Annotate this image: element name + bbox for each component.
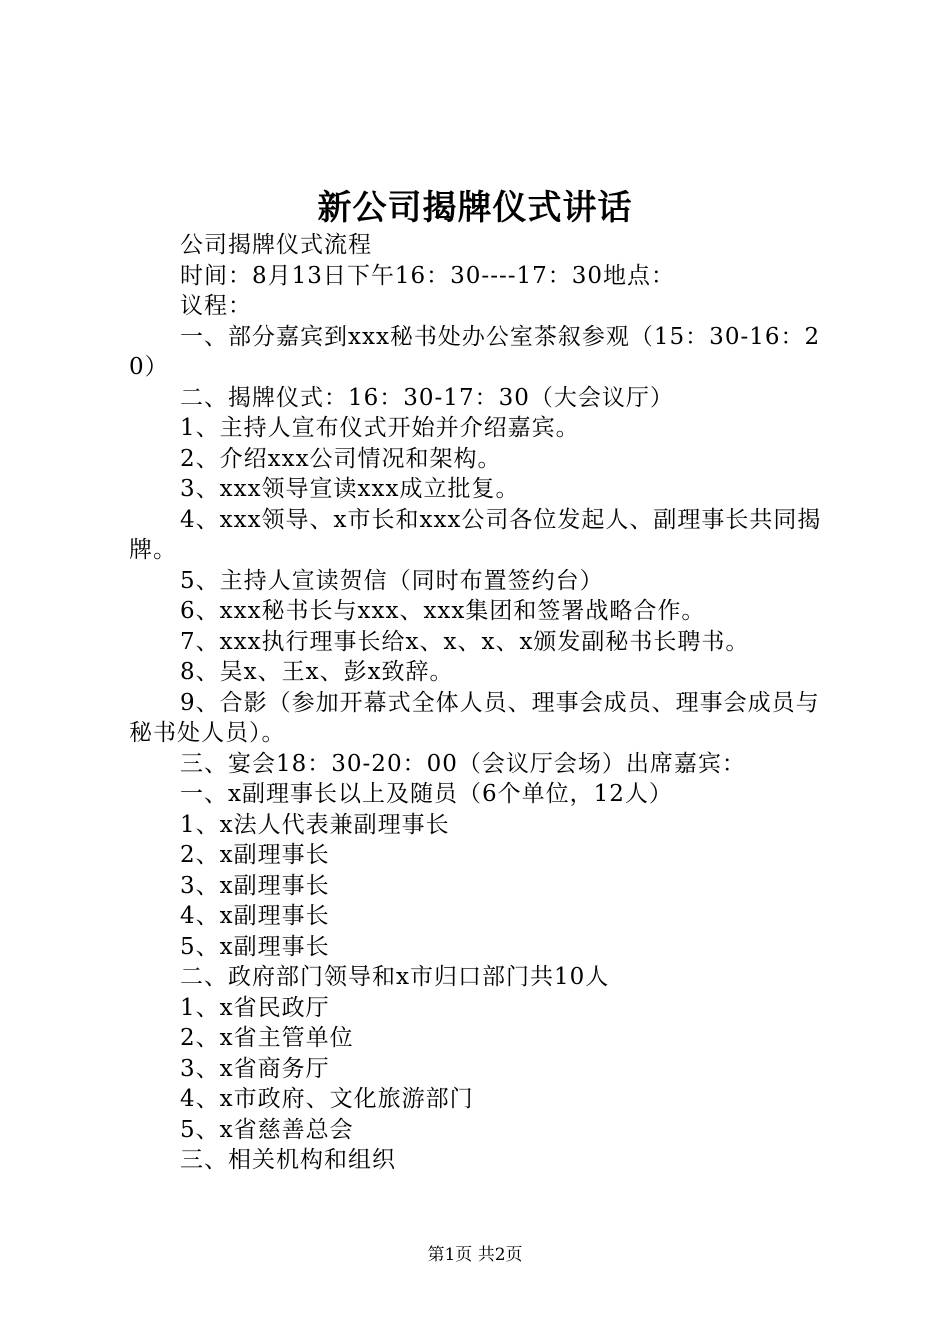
document-body <box>129 230 831 1176</box>
paragraph: 2、x副理事长 <box>180 842 330 868</box>
paragraph: 7、xxx执行理事长给x、x、x、x颁发副秘书长聘书。 <box>180 628 750 655</box>
paragraph: 1、x省民政厅 <box>180 994 330 1021</box>
paragraph: 公司揭牌仪式流程 <box>180 232 372 258</box>
paragraph: 4、x副理事长 <box>180 903 330 929</box>
paragraph: 4、x市政府、文化旅游部门 <box>180 1086 474 1112</box>
paragraph: 议程： <box>180 293 252 319</box>
paragraph: 二、揭牌仪式：16：30-17：30（大会议厅） <box>180 384 674 411</box>
paragraph: 一、x副理事长以上及随员（6个单位，12人） <box>180 781 673 807</box>
paragraph: 5、主持人宣读贺信（同时布置签约台） <box>180 567 604 594</box>
paragraph: 时间：8月13日下午16：30----17：30地点： <box>180 262 676 289</box>
paragraph: 5、x副理事长 <box>180 933 330 960</box>
paragraph: 1、主持人宣布仪式开始并介绍嘉宾。 <box>180 415 580 441</box>
paragraph: 3、xxx领导宣读xxx成立批复。 <box>180 476 520 502</box>
paragraph: 3、x副理事长 <box>180 872 330 899</box>
paragraph: 4、xxx领导、x市长和xxx公司各位发起人、副理事长共同揭牌。 <box>129 506 822 563</box>
document-title: 新公司揭牌仪式讲话 <box>317 188 633 228</box>
paragraph: 8、吴x、王x、彭x致辞。 <box>180 659 454 685</box>
paragraph: 3、x省商务厅 <box>180 1055 330 1082</box>
paragraph: 三、宴会18：30-20：00（会议厅会场）出席嘉宾： <box>180 750 746 777</box>
paragraph: 二、政府部门领导和x市归口部门共10人 <box>180 964 610 990</box>
paragraph: 三、相关机构和组织 <box>180 1147 396 1173</box>
paragraph: 9、合影（参加开幕式全体人员、理事会成员、理事会成员与秘书处人员）。 <box>129 689 820 746</box>
paragraph: 5、x省慈善总会 <box>180 1116 354 1143</box>
paragraph: 2、介绍xxx公司情况和架构。 <box>180 445 502 472</box>
paragraph: 1、x法人代表兼副理事长 <box>180 811 450 838</box>
paragraph: 2、x省主管单位 <box>180 1025 354 1051</box>
paragraph: 6、xxx秘书长与xxx、xxx集团和签署战略合作。 <box>180 598 706 624</box>
page-footer: 第1页 共2页 <box>427 1245 523 1265</box>
paragraph: 一、部分嘉宾到xxx秘书处办公室茶叙参观（15：30-16：20） <box>129 323 821 380</box>
